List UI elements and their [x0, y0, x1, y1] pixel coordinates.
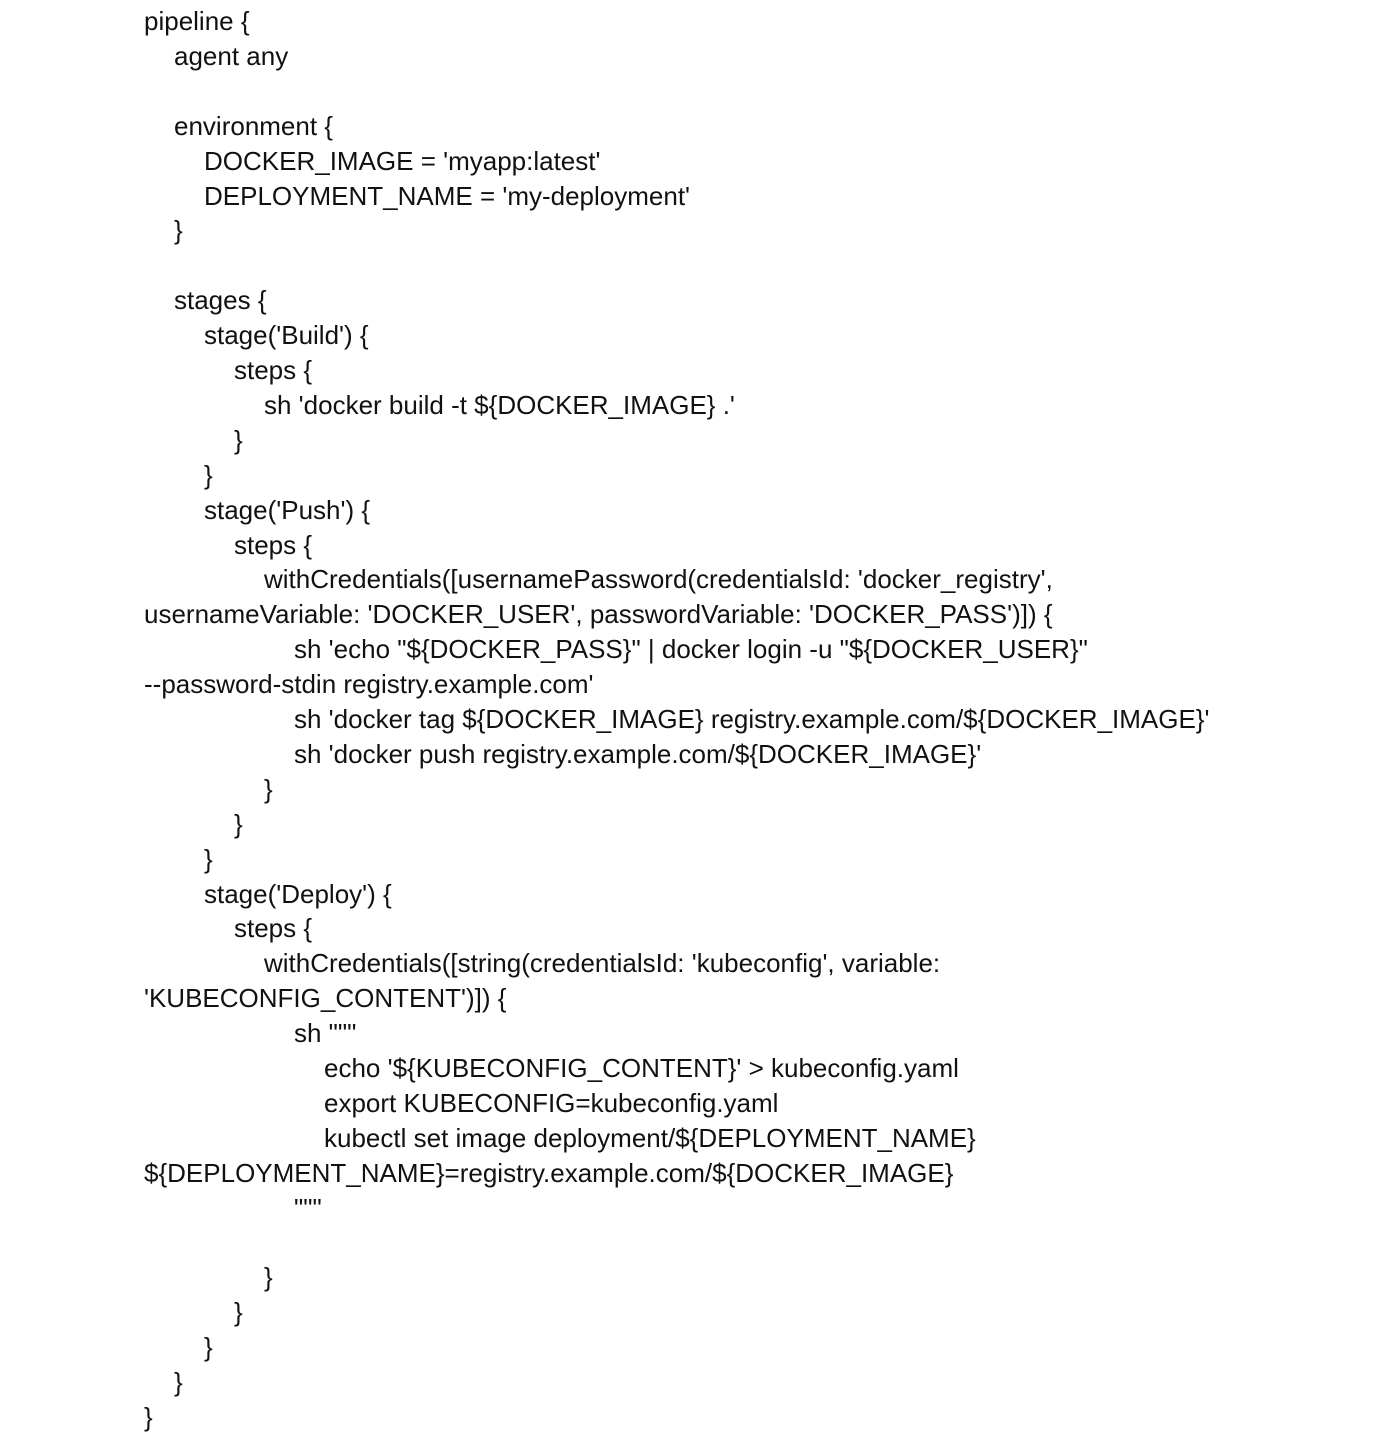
code-line: sh 'docker push registry.example.com/${DOCKER_IMAGE}': [294, 738, 982, 769]
code-line: }: [174, 215, 183, 246]
code-line: environment {: [174, 110, 333, 141]
code-line: sh """: [294, 1018, 357, 1049]
code-line: }: [234, 424, 243, 455]
code-line: withCredentials([string(credentialsId: 'kubeconfig', variable:: [264, 948, 941, 979]
code-line: stage('Deploy') {: [204, 878, 392, 909]
code-line: export KUBECONFIG=kubeconfig.yaml: [324, 1087, 779, 1118]
code-line: echo '${KUBECONFIG_CONTENT}' > kubeconfig.yaml: [324, 1053, 959, 1083]
code-line: }: [264, 773, 273, 804]
code-line: steps {: [234, 529, 313, 560]
code-line: usernameVariable: 'DOCKER_USER', passwordVariable: 'DOCKER_PASS')]) {: [144, 599, 1053, 630]
code-line: DOCKER_IMAGE = 'myapp:latest': [204, 145, 601, 176]
code-line: ${DEPLOYMENT_NAME}=registry.example.com/${DOCKER_IMAGE}: [144, 1157, 954, 1188]
code-line: steps {: [234, 355, 313, 385]
code-line: stage('Build') {: [204, 320, 369, 351]
code-line: }: [204, 843, 213, 874]
code-line: }: [204, 459, 213, 490]
code-line: }: [234, 1297, 243, 1328]
code-line: --password-stdin registry.example.com': [144, 669, 594, 700]
code-line: 'KUBECONFIG_CONTENT')]) {: [144, 983, 507, 1014]
code-line: }: [144, 1402, 153, 1432]
code-line: agent any: [174, 40, 289, 71]
code-line: kubectl set image deployment/${DEPLOYMENT_NAME}: [324, 1122, 976, 1153]
code-line: pipeline {: [144, 6, 250, 36]
code-line: sh 'echo "${DOCKER_PASS}" | docker login -u "${DOCKER_USER}": [294, 634, 1088, 665]
code-line: """: [294, 1192, 322, 1223]
code-line: withCredentials([usernamePassword(credentialsId: 'docker_registry',: [264, 564, 1053, 595]
code-line: stages {: [174, 285, 267, 316]
code-line: }: [204, 1332, 213, 1363]
code-line: }: [264, 1262, 273, 1293]
code-line: stage('Push') {: [204, 494, 371, 525]
code-line: steps {: [234, 913, 313, 944]
code-line: sh 'docker tag ${DOCKER_IMAGE} registry.example.com/${DOCKER_IMAGE}': [294, 704, 1210, 734]
code-line: }: [234, 808, 243, 839]
code-line: DEPLOYMENT_NAME = 'my-deployment': [204, 180, 691, 211]
code-line: sh 'docker build -t ${DOCKER_IMAGE} .': [264, 389, 735, 420]
code-line: }: [174, 1367, 183, 1398]
